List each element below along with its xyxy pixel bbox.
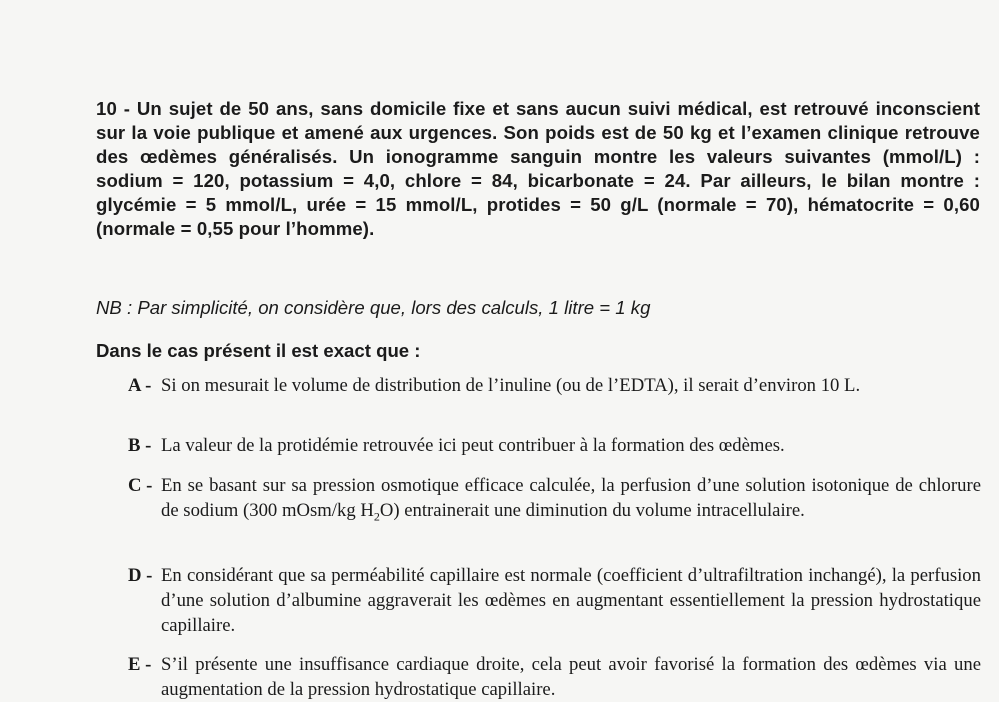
subscript-number: 2 (373, 509, 380, 524)
answer-option-b (128, 433, 981, 458)
option-text-part: En se basant sur sa pression osmotique efficace calculée, la perfusion d’une solution isotonique de chlorure de sodium (300 mOsm/kg H (161, 475, 981, 521)
option-letter: B - (128, 435, 152, 456)
option-letter: A - (128, 375, 152, 396)
answer-option-a (128, 373, 981, 398)
question-statement: 10 - Un sujet de 50 ans, sans domicile fixe et sans aucun suivi médical, est retrouvé inconscient sur la voie publique et amené aux urgences. Son poids est de 50 kg et l’examen clinique retrouve des œdèmes généralisés. Un ionogramme sanguin montre les valeurs suivantes (mmol/L) : sodium = 120, potassium = 4,0, chlore = 84, bicarbonate = 24. Par ailleurs, le bilan montre : glycémie = 5 mmol/L, urée = 15 mmol/L, protides = 50 g/L (normale = 70), hématocrite = 0,60 (normale = 0,55 pour l’homme). (96, 98, 980, 239)
answer-option-d (128, 563, 981, 638)
question-instruction: Dans le cas présent il est exact que : (96, 340, 421, 361)
option-letter: D - (128, 565, 153, 586)
option-text: S’il présente une insuffisance cardiaque droite, cela peut avoir favorisé la formation des œdèmes via une augmentation de la pression hydrostatique capillaire. (161, 654, 981, 700)
answer-option-c (128, 473, 981, 523)
answer-option-e (128, 652, 981, 702)
calculation-note: NB : Par simplicité, on considère que, lors des calculs, 1 litre = 1 kg (96, 297, 651, 318)
option-letter: E - (128, 654, 152, 675)
option-text-part: O) entrainerait une diminution du volume intracellulaire. (379, 500, 805, 521)
option-text: La valeur de la protidémie retrouvée ici peut contribuer à la formation des œdèmes. (161, 435, 785, 456)
option-text: Si on mesurait le volume de distribution de l’inuline (ou de l’EDTA), il serait d’environ 10 L. (161, 375, 861, 396)
option-text: En considérant que sa perméabilité capillaire est normale (coefficient d’ultrafiltration inchangé), la perfusion d’une solution d’albumine aggraverait les œdèmes en augmentant essentiellement la pression hydrostatique capillaire. (161, 565, 981, 636)
option-text (161, 473, 981, 523)
option-letter: C - (128, 475, 153, 496)
